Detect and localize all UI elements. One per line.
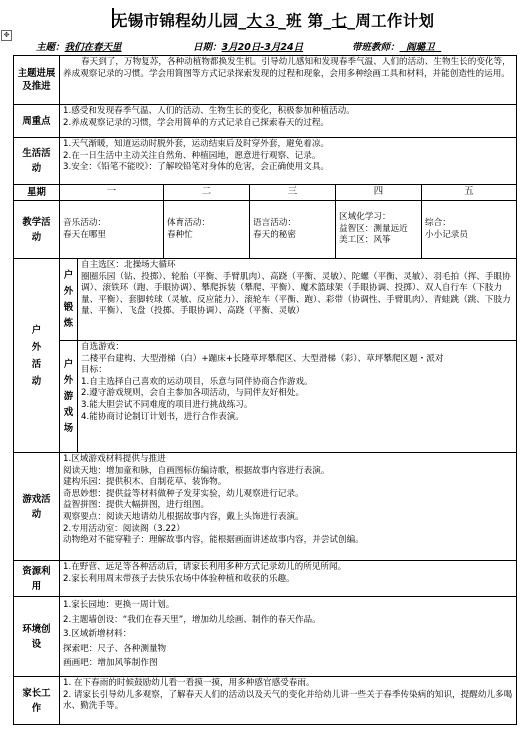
exercise-label-text: 户外锻炼	[63, 269, 74, 329]
outdoor-label	[14, 259, 60, 453]
game-line-8: 动物绝对不能穿鞋子：理解故事内容，能根据画面讲述故事内容，并尝试创编。	[63, 535, 364, 546]
date-field	[193, 39, 303, 53]
row-focus	[14, 105, 517, 138]
game-text[interactable]	[60, 453, 517, 561]
weekday-fri: 五	[422, 185, 517, 201]
teacher-value: 阎璐卫	[399, 42, 442, 53]
teacher-label: 带班教师：	[352, 42, 400, 53]
life-label: 生活活动	[14, 138, 60, 185]
resources-label: 资源利用	[14, 561, 60, 597]
row-progress	[14, 56, 517, 105]
resources-line-1: 1.在野营、远足等各种活动后，请家长利用多种方式记录幼儿的所见所闻。	[63, 562, 347, 572]
game-line-1: 1.区域游戏材料提供与推进	[63, 454, 166, 464]
weekday-mon: 一	[60, 185, 164, 201]
game-line-5: 益智拼图：提供大幅拼图，进行组图。	[63, 500, 210, 511]
theme-value: 我们在春天里	[64, 42, 122, 53]
games-label-text: 户外游戏场	[63, 358, 74, 434]
games-line-1: 自选游戏：	[81, 342, 124, 352]
focus-label: 周重点	[14, 105, 60, 138]
teaching-thu-area-2: 美工区：风筝	[339, 235, 391, 246]
teaching-fri[interactable]	[422, 201, 517, 259]
outdoor-label-text: 户外活动	[31, 324, 42, 387]
environment-line-3: 3.区域新增材料：	[63, 629, 132, 639]
focus-text[interactable]	[60, 105, 517, 138]
games-line-6: 3.能大胆尝试不同难度的项目进行挑战练习。	[81, 399, 253, 410]
exercise-line-1: 自主选区：北操场大循环	[81, 260, 176, 270]
theme-label: 主题：	[36, 42, 65, 53]
row-environment	[14, 597, 517, 677]
life-line-1: 1.天气渐暖，知道运动时脱外套，运动结束后及时穿外套，避免着凉。	[63, 139, 330, 149]
progress-label: 主题进展及推进	[14, 56, 60, 105]
environment-text[interactable]	[60, 597, 517, 677]
weekly-plan-table	[13, 55, 517, 725]
game-line-6: 观察要点：阅读天地请幼儿根据故事内容，戴上头饰进行表演。	[63, 511, 304, 522]
exercise-text[interactable]	[78, 259, 517, 341]
teaching-thu-area-1: 益智区：测量远近	[339, 223, 408, 234]
row-outdoor-exercise	[14, 259, 517, 341]
games-label	[60, 341, 78, 453]
weekday-wed: 三	[250, 185, 336, 201]
life-text[interactable]	[60, 138, 517, 185]
games-line-5: 2.遵守游戏规则，会自主参加各项活动，与同伴友好相处。	[81, 388, 305, 399]
life-line-3: 3.安全：《铅笔不能咬》：了解咬铅笔对身体的危害，会正确使用文具。	[63, 162, 330, 173]
games-line-4: 1.自主选择自己喜欢的运动项目，乐意与同伴协商合作游戏。	[81, 376, 313, 387]
teaching-thu[interactable]	[336, 201, 422, 259]
teaching-mon-type: 音乐活动：	[63, 217, 106, 228]
teaching-wed[interactable]	[250, 201, 336, 259]
exercise-label	[60, 259, 78, 341]
focus-line-2: 2.养成观察记录的习惯，学会用简单的方式记录自己探索春天的过程。	[63, 117, 330, 128]
teaching-mon[interactable]	[60, 201, 164, 259]
environment-label: 环境创设	[14, 597, 60, 677]
weekday-label: 星期	[14, 185, 60, 201]
game-label: 游戏活动	[14, 453, 60, 561]
title-mid: _班 第_	[278, 12, 332, 30]
family-line-2: 2. 请家长引导幼儿多观察，了解春天人们的活动以及天气的变化并给幼儿讲一些关于春季传染病的知识，提醒幼儿多喝水、勤洗手等。	[63, 689, 513, 712]
games-line-2: 二楼平台建构、大型滑梯（白）+蹦床+长隆草坪攀爬区、大型滑梯（彩）、草坪攀爬区题・派对	[81, 353, 444, 364]
teaching-thu-type: 区域化学习：	[339, 212, 391, 223]
games-text[interactable]	[78, 341, 517, 453]
teaching-fri-title: 小小记录员	[425, 229, 468, 240]
environment-line-1: 1.家长园地：更换一周计划。	[63, 600, 175, 610]
resources-text[interactable]	[60, 561, 517, 597]
environment-line-2: 2.主题墙创设：“我们在春天里”，增加幼儿绘画、制作的春天作品。	[63, 614, 321, 625]
row-outdoor-games	[14, 341, 517, 453]
page-title	[112, 9, 434, 31]
teaching-tue-title: 春种忙	[167, 229, 193, 240]
family-line-1: 1. 在下春雨的时候鼓励幼儿看一看摸一摸，用多种感官感受春雨。	[63, 678, 315, 688]
life-line-2: 2.在一日生活中主动关注自然角、种植园地，愿意进行观察、记录。	[63, 150, 321, 161]
teaching-wed-title: 春天的秘密	[253, 229, 296, 240]
game-line-2: 阅读天地：增加童和脉，自画图标仿编诗歌，根据故事内容进行表演。	[63, 465, 330, 476]
theme-field	[36, 39, 122, 53]
teaching-fri-type: 综合：	[425, 217, 451, 228]
title-suffix: _周工作计划	[347, 12, 435, 30]
family-text[interactable]	[60, 677, 517, 725]
row-game	[14, 453, 517, 561]
row-family	[14, 677, 517, 725]
family-label: 家长工作	[14, 677, 60, 725]
row-weekdays	[14, 185, 517, 201]
date-label: 日期：	[193, 42, 222, 53]
game-line-4: 奇思妙想：提供益等材料做种子发芽实验，幼儿观察进行记录。	[63, 488, 304, 499]
row-teaching	[14, 201, 517, 259]
resources-line-2: 2.家长利用周末带孩子去快乐农场中体验种植和收获的乐趣。	[63, 573, 295, 584]
progress-text[interactable]: 春天到了，万物复苏，各种动植物都换发生机。引导幼儿感知和发现春季气温、人们的活动、生物生长的变化等，养成观察记录的习惯。学会用简图等方式记录探索发现的过程和现象，会用多种绘画工具和材料，并能创造性的运用。	[60, 56, 517, 105]
teaching-wed-type: 语言活动：	[253, 217, 296, 228]
weekday-thu: 四	[336, 185, 422, 201]
games-line-7: 4.能协商讨论制订计划书，进行合作表演。	[81, 411, 244, 422]
teacher-field	[352, 39, 441, 53]
title-class: 大３	[246, 12, 279, 30]
game-line-7: 2.专用活动室：阅读阁（3.22）	[63, 523, 185, 534]
title-week: 七	[331, 12, 348, 30]
environment-line-4: 探索吧：尺子、各种测量物	[63, 643, 167, 654]
teaching-mon-title: 春天在哪里	[63, 229, 106, 240]
environment-line-5: 画画吧：增加风筝制作图	[63, 658, 158, 668]
weekday-tue: 二	[164, 185, 250, 201]
teaching-tue-type: 体育活动：	[167, 217, 210, 228]
row-resources	[14, 561, 517, 597]
exercise-line-2: 圈圈乐园（钻、投掷）、轮胎（平衡、手臂肌肉）、高跷（平衡、灵敏）、陀螺（平衡、灵敏）、羽毛拍（挥、手眼协调）、滚铁环（跑、手眼协调）、攀爬拆装（攀爬、平衡）、魔术篮球架（手眼协调、投掷）、双人自行车（下肢力量、平衡）、套脚转球（灵敏、反应能力）、滚轮车（平衡、跑）、彩带（协调性、手臂肌肉）、青蛙跳（跳、下肢力量、平衡）、飞盘（投掷、手眼协调）、高跷（平衡、灵敏）	[81, 271, 511, 317]
title-prefix: 无锡市锦程幼儿园_	[112, 12, 247, 30]
date-value: 3月20日-3月24日	[221, 42, 304, 53]
games-line-3: 目标：	[81, 365, 107, 376]
table-move-handle-icon[interactable]: ✥	[1, 30, 12, 41]
game-line-3: 建构乐园：提供积木、自制花草、装饰物。	[63, 477, 227, 488]
row-life	[14, 138, 517, 185]
teaching-label: 教学活动	[14, 201, 60, 259]
focus-line-1: 1.感受和发现春季气温、人们的活动、生物生长的变化，积极参加种植活动。	[63, 106, 355, 116]
teaching-tue[interactable]	[164, 201, 250, 259]
